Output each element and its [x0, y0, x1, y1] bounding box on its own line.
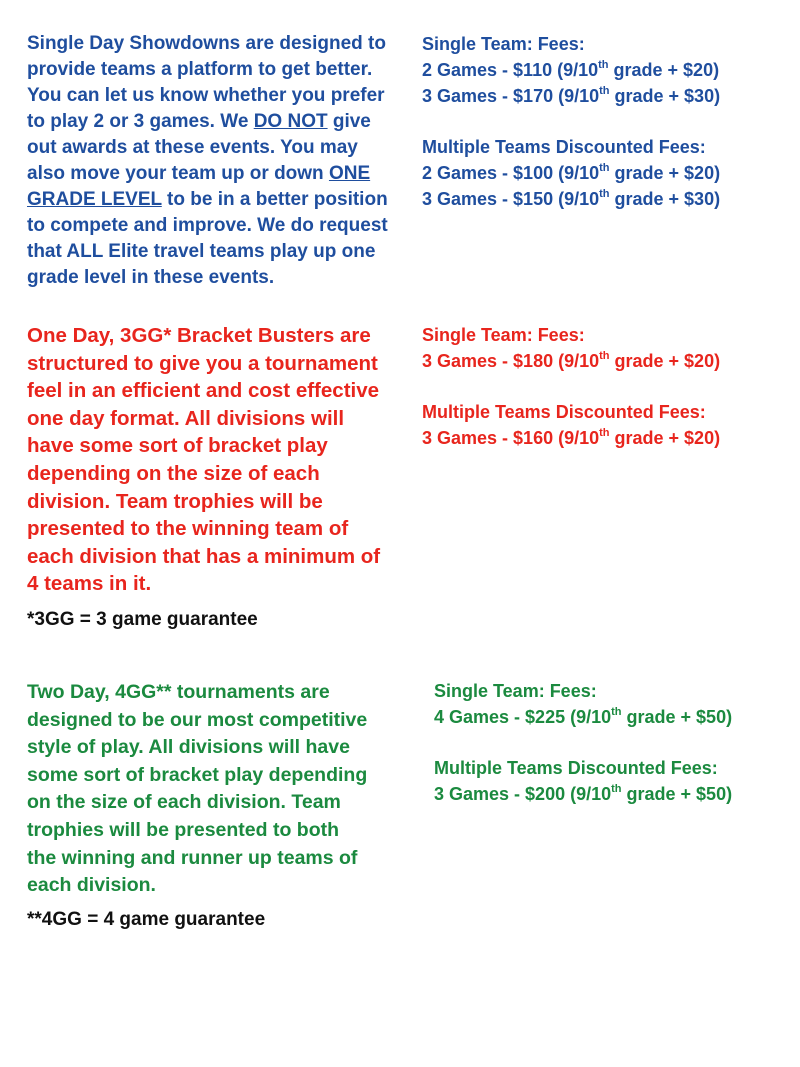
- one-grade-level-emphasis: GRADE LEVEL: [27, 189, 162, 210]
- showdowns-line: to compete and improve. We do request: [27, 215, 388, 236]
- twoday-line: some sort of bracket play depending: [27, 763, 368, 786]
- multi-team-fees-title: Multiple Teams Discounted Fees:: [422, 402, 706, 422]
- bracket-line: depending on the size of each: [27, 461, 320, 485]
- bracket-fees: [422, 322, 720, 451]
- bracket-line: each division that has a minimum of: [27, 544, 381, 568]
- multi-team-fees-title: Multiple Teams Discounted Fees:: [434, 758, 718, 778]
- fee-line: 2 Games - $100 (9/10th grade + $20): [422, 162, 721, 183]
- showdowns-description: [27, 31, 412, 291]
- fee-line: 2 Games - $110 (9/10th grade + $20): [422, 59, 720, 80]
- single-team-fees-title: Single Team: Fees:: [422, 325, 585, 345]
- bracket-line: One Day, 3GG* Bracket Busters are: [27, 324, 371, 347]
- fee-line: 3 Games - $180 (9/10th grade + $20): [422, 350, 721, 371]
- fee-line: 3 Games - $200 (9/10th grade + $50): [434, 783, 733, 804]
- fee-line: 3 Games - $170 (9/10th grade + $30): [422, 85, 721, 106]
- bracket-line: have some sort of bracket play: [27, 434, 328, 458]
- twoday-line: each division.: [27, 874, 156, 897]
- showdowns-line: grade level in these events.: [27, 267, 275, 288]
- one-grade-level-emphasis: ONE: [328, 163, 371, 184]
- bracket-line: structured to give you a tournament: [27, 351, 378, 375]
- single-team-fees-title: Single Team: Fees:: [434, 681, 597, 701]
- showdowns-line: that ALL Elite travel teams play up one: [27, 241, 376, 262]
- showdowns-line: GRADE LEVEL to be in a better position: [27, 189, 388, 210]
- twoday-fees: [434, 678, 732, 807]
- bracket-description: [27, 322, 412, 598]
- showdowns-line: to play 2 or 3 games. We DO NOT give: [27, 111, 371, 132]
- bracket-footnote: *3GG = 3 game guarantee: [27, 609, 258, 630]
- showdowns-fees: [422, 31, 720, 212]
- twoday-line: Two Day, 4GG** tournaments are: [27, 681, 330, 703]
- bracket-line: division. Team trophies will be: [27, 489, 323, 513]
- twoday-description: [27, 679, 412, 900]
- twoday-line: on the size of each division. Team: [27, 791, 341, 814]
- do-not-emphasis: DO NOT: [253, 111, 328, 132]
- bracket-line: 4 teams in it.: [27, 572, 152, 596]
- showdowns-line: also move your team up or down ONE: [27, 163, 371, 184]
- showdowns-line: Single Day Showdowns are designed to: [27, 33, 386, 54]
- showdowns-line: You can let us know whether you prefer: [27, 85, 385, 106]
- single-team-fees-title: Single Team: Fees:: [422, 34, 585, 54]
- fee-line: 4 Games - $225 (9/10th grade + $50): [434, 706, 733, 727]
- multi-team-fees-title: Multiple Teams Discounted Fees:: [422, 137, 706, 157]
- fee-line: 3 Games - $150 (9/10th grade + $30): [422, 188, 721, 209]
- showdowns-line: provide teams a platform to get better.: [27, 59, 373, 80]
- bracket-line: presented to the winning team of: [27, 517, 349, 541]
- bracket-line: one day format. All divisions will: [27, 406, 345, 430]
- showdowns-line: out awards at these events. You may: [27, 137, 358, 158]
- bracket-line: feel in an efficient and cost effective: [27, 379, 380, 403]
- twoday-line: designed to be our most competitive: [27, 708, 368, 731]
- twoday-footnote: **4GG = 4 game guarantee: [27, 909, 266, 930]
- twoday-line: style of play. All divisions will have: [27, 736, 350, 759]
- twoday-line: the winning and runner up teams of: [27, 846, 358, 869]
- fee-line: 3 Games - $160 (9/10th grade + $20): [422, 427, 721, 448]
- twoday-line: trophies will be presented to both: [27, 818, 340, 841]
